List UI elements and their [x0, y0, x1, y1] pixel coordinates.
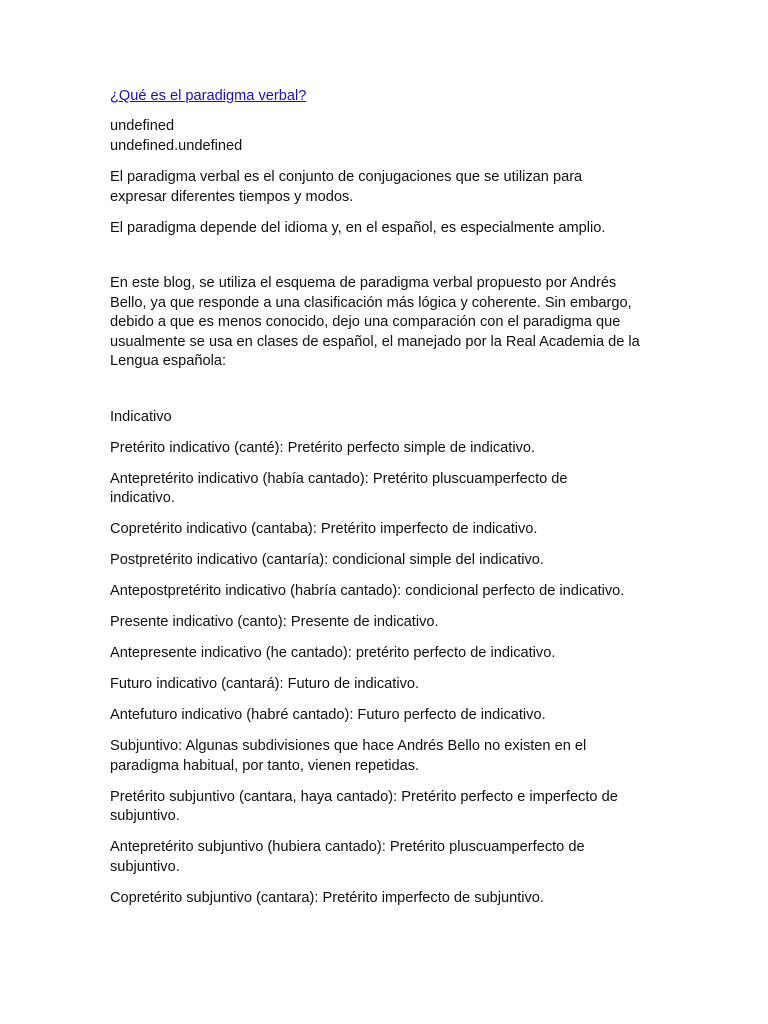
paragraph-definition: El paradigma verbal es el conjunto de conjugaciones que se utilizan para expresar diferentes tiempos y modos. [110, 169, 583, 205]
list-item: Postpretérito indicativo (cantaría): condicional simple del indicativo. [110, 552, 544, 568]
list-item: Presente indicativo (canto): Presente de indicativo. [110, 614, 439, 630]
paragraph-blog-scheme: En este blog, se utiliza el esquema de paradigma verbal propuesto por Andrés Bello, ya que responde a una clasificación más lógica y coherente. Sin embargo, debido a que es menos conocido, dejo una comparación con el paradigma que usualmente se usa en clases de español, el manejado por la Real Academia de la Lengua española: [110, 275, 640, 369]
list-item: Antepretérito subjuntivo (hubiera cantado): Pretérito pluscuamperfecto de subjuntivo. [110, 839, 585, 875]
heading-indicativo: Indicativo [110, 408, 172, 425]
list-item: Futuro indicativo (cantará): Futuro de indicativo. [110, 676, 420, 692]
list-item: Antepretérito indicativo (había cantado): Pretérito pluscuamperfecto de indicativo. [110, 470, 568, 506]
list-item: Subjuntivo: Algunas subdivisiones que hace Andrés Bello no existen en el paradigma habitual, por tanto, vienen repetidas. [110, 738, 587, 774]
list-item: Copretérito subjuntivo (cantara): Pretérito imperfecto de subjuntivo. [110, 889, 544, 906]
list-item: Antepresente indicativo (he cantado): pretérito perfecto de indicativo. [110, 645, 556, 661]
list-item: Antepostpretérito indicativo (habría cantado): condicional perfecto de indicativo. [110, 583, 625, 599]
list-item: Antefuturo indicativo (habré cantado): Futuro perfecto de indicativo. [110, 707, 546, 723]
list-item: Copretérito indicativo (cantaba): Pretérito imperfecto de indicativo. [110, 521, 538, 537]
undefined-line-2: undefined.undefined [110, 137, 243, 154]
list-item: Pretérito indicativo (canté): Pretérito perfecto simple de indicativo. [110, 439, 536, 456]
list-item: Pretérito subjuntivo (cantara, haya cantado): Pretérito perfecto e imperfecto de subjuntivo. [110, 788, 618, 824]
paragraph-language: El paradigma depende del idioma y, en el español, es especialmente amplio. [110, 219, 606, 236]
undefined-line-1: undefined [110, 118, 175, 134]
title-link[interactable]: ¿Qué es el paradigma verbal? [110, 88, 307, 104]
